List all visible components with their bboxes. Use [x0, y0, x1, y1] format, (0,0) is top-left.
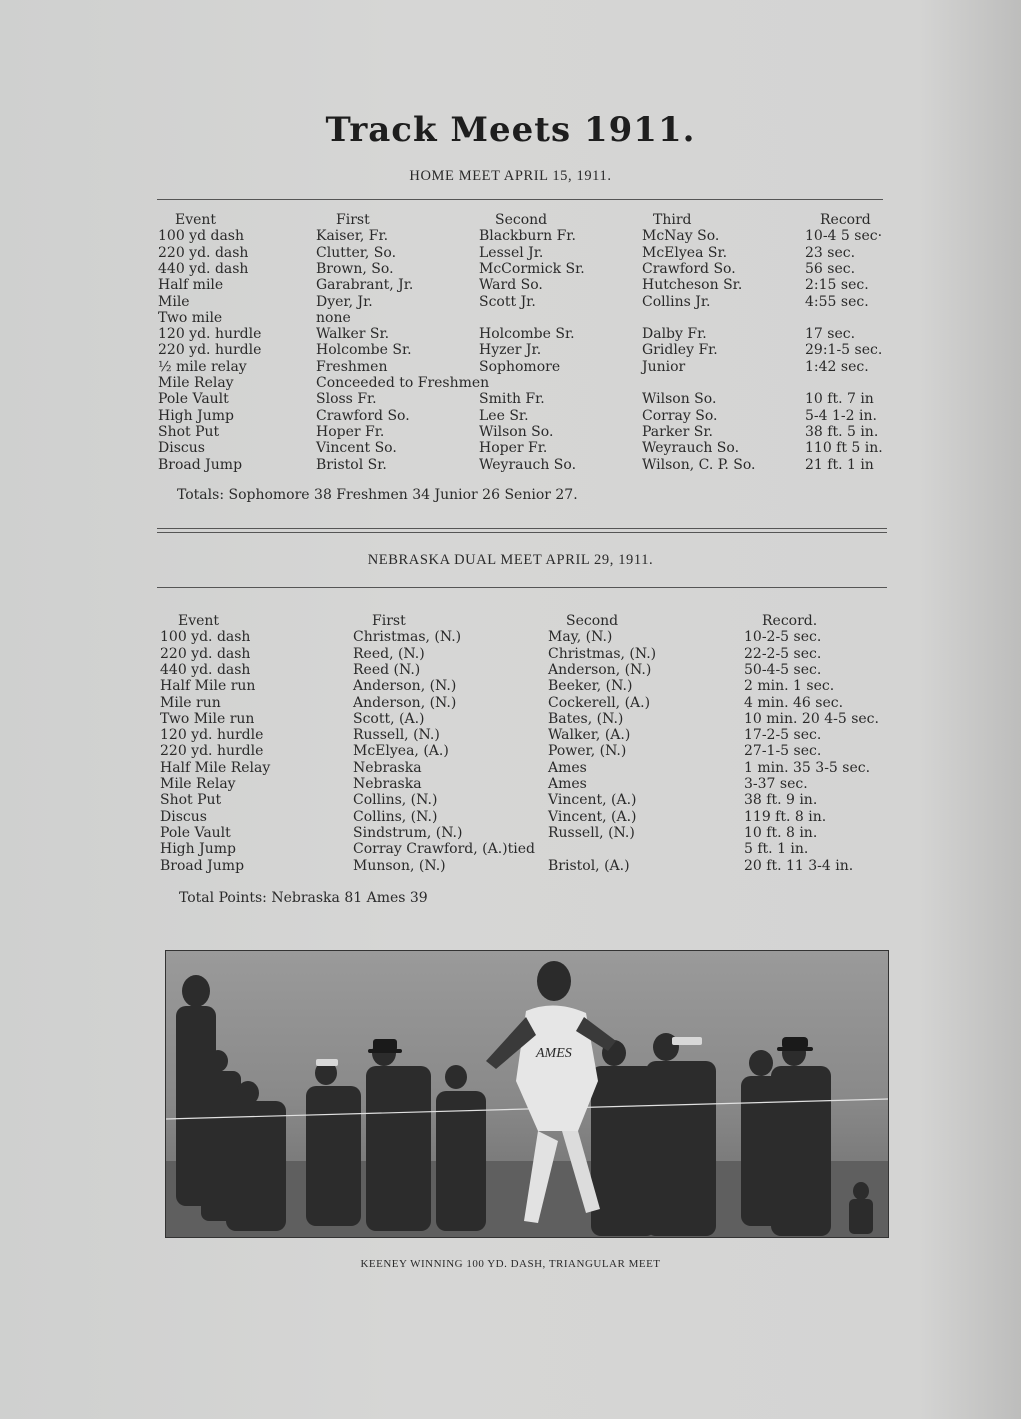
table-cell: 1:42 sec. [805, 358, 869, 375]
table-cell: McElyea, (A.) [353, 743, 449, 760]
table-cell: Broad Jump [160, 857, 245, 874]
table-cell: McNay So. [642, 228, 720, 245]
table-cell: Half Mile Relay [160, 759, 271, 776]
table-cell: Cockerell, (A.) [548, 694, 651, 711]
table-cell: 20 ft. 11 3-4 in. [744, 857, 854, 874]
table-row [0, 743, 1021, 759]
column-header: First [372, 613, 406, 629]
table-row [0, 342, 1021, 358]
table-cell: Hyzer Jr. [479, 342, 542, 359]
table-row [0, 245, 1021, 261]
table-row [0, 359, 1021, 375]
race-photo [165, 950, 889, 1238]
table-row [0, 424, 1021, 440]
table-header-row [0, 613, 1021, 629]
table-cell: Lessel Jr. [479, 244, 544, 261]
table-cell: Mile Relay [158, 375, 234, 391]
table-row [0, 310, 1021, 326]
table-cell: 27-1-5 sec. [744, 743, 822, 760]
table-cell: Walker, (A.) [548, 727, 631, 744]
table-cell: Weyrauch So. [479, 456, 577, 473]
table-cell: Bristol, (A.) [548, 857, 630, 874]
table-cell: 23 sec. [805, 244, 856, 261]
table-cell: Ames [548, 759, 587, 776]
table-cell: Crawford So. [316, 407, 410, 424]
table-cell: 220 yd. hurdle [158, 342, 262, 359]
table-cell: Power, (N.) [548, 743, 627, 760]
table-row [0, 809, 1021, 825]
table-cell: Collins Jr. [642, 293, 711, 310]
table-cell: Munson, (N.) [353, 857, 446, 874]
table-cell: Garabrant, Jr. [316, 277, 414, 294]
table-row [0, 277, 1021, 293]
table-cell: Collins, (N.) [353, 792, 438, 809]
column-header: Second [495, 212, 548, 228]
table-cell: 10-4 5 sec· [805, 228, 883, 245]
table-cell: 29:1-5 sec. [805, 342, 883, 359]
table-cell: Pole Vault [160, 824, 231, 841]
table-cell: Anderson, (N.) [353, 678, 457, 695]
table-cell: 220 yd. dash [160, 645, 251, 662]
table-row [0, 792, 1021, 808]
column-header: Record [820, 212, 871, 228]
table-row [0, 228, 1021, 244]
table-cell: Christmas, (N.) [353, 629, 462, 646]
table-row [0, 662, 1021, 678]
table-cell: Holcombe Sr. [479, 326, 575, 343]
table-cell: Collins, (N.) [353, 808, 438, 825]
table-cell: Nebraska [353, 776, 422, 792]
table-cell: Wilson So. [642, 391, 717, 408]
table-cell: Wilson, C. P. So. [642, 456, 756, 473]
table-cell: Scott Jr. [479, 293, 536, 310]
column-header: Event [178, 613, 220, 629]
column-header: First [336, 212, 370, 228]
table-cell: Mile [158, 293, 190, 310]
table-cell: Holcombe Sr. [316, 342, 412, 359]
table-cell: 110 ft 5 in. [805, 440, 883, 457]
table-cell: Mile run [160, 694, 221, 711]
table-cell: none [316, 309, 351, 326]
table-cell: Vincent, (A.) [548, 792, 637, 809]
table-cell: 220 yd. dash [158, 244, 249, 261]
table-row [0, 825, 1021, 841]
table-cell: Freshmen [316, 358, 388, 375]
table-row [0, 391, 1021, 407]
table-cell: Sindstrum, (N.) [353, 824, 463, 841]
table-cell: Weyrauch So. [642, 440, 740, 457]
table-row [0, 261, 1021, 277]
nebraska-meet-heading: NEBRASKA DUAL MEET APRIL 29, 1911. [367, 552, 654, 568]
table-cell: 10 ft. 7 in [805, 391, 874, 408]
table-cell: Hoper Fr. [316, 423, 385, 440]
table-row [0, 326, 1021, 342]
table-cell: Vincent So. [316, 440, 397, 457]
column-header: Second [566, 613, 619, 629]
table-cell: Conceeded to Freshmen [316, 375, 490, 391]
table-cell: 10 min. 20 4-5 sec. [744, 710, 879, 727]
table-cell: Crawford So. [642, 260, 736, 277]
section-divider [157, 528, 887, 533]
table-cell: Nebraska [353, 759, 422, 776]
home-meet-heading: HOME MEET APRIL 15, 1911. [409, 168, 612, 184]
table-cell: Anderson, (N.) [548, 661, 652, 678]
table-row [0, 408, 1021, 424]
table-cell: 50-4-5 sec. [744, 661, 822, 678]
table-cell: 440 yd. dash [160, 661, 251, 678]
table-cell: Half mile [158, 277, 224, 294]
table-cell: Russell, (N.) [548, 824, 635, 841]
table-cell: Corray So. [642, 407, 718, 424]
table-cell: Sloss Fr. [316, 391, 377, 408]
table-cell: 120 yd. hurdle [160, 727, 264, 744]
table-cell: 440 yd. dash [158, 260, 249, 277]
nebraska-meet-top-rule [157, 587, 887, 588]
table-row [0, 678, 1021, 694]
table-cell: High Jump [160, 841, 236, 858]
table-cell: 5 ft. 1 in. [744, 841, 809, 858]
photo-caption: KEENEY WINNING 100 YD. DASH, TRIANGULAR MEET [360, 1258, 661, 1270]
table-cell: Shot Put [158, 423, 220, 440]
table-cell: Ward So. [479, 277, 543, 294]
table-cell: ½ mile relay [158, 358, 247, 375]
table-cell: 38 ft. 5 in. [805, 423, 879, 440]
table-cell: Brown, So. [316, 260, 394, 277]
table-cell: 21 ft. 1 in [805, 456, 874, 473]
table-cell: Anderson, (N.) [353, 694, 457, 711]
race-photo-image [166, 951, 888, 1237]
table-row [0, 727, 1021, 743]
table-cell: 4 min. 46 sec. [744, 694, 844, 711]
table-row [0, 841, 1021, 857]
table-cell: Russell, (N.) [353, 727, 440, 744]
table-cell: Christmas, (N.) [548, 645, 657, 662]
table-cell: 220 yd. hurdle [160, 743, 264, 760]
table-cell: Wilson So. [479, 423, 554, 440]
table-cell: Ames [548, 776, 587, 792]
table-cell: Sophomore [479, 358, 561, 375]
table-cell: Vincent, (A.) [548, 808, 637, 825]
table-cell: McElyea Sr. [642, 244, 728, 261]
table-row [0, 457, 1021, 473]
table-row [0, 294, 1021, 310]
table-cell: 2 min. 1 sec. [744, 678, 835, 695]
table-cell: 2:15 sec. [805, 277, 869, 294]
table-cell: Lee Sr. [479, 407, 529, 424]
table-cell: Dalby Fr. [642, 326, 707, 343]
column-header: Event [175, 212, 217, 228]
table-row [0, 440, 1021, 456]
table-cell: 100 yd dash [158, 228, 245, 245]
table-cell: Discus [160, 808, 207, 825]
table-cell: Reed, (N.) [353, 645, 425, 662]
table-cell: Bates, (N.) [548, 710, 624, 727]
table-cell: Parker Sr. [642, 423, 713, 440]
table-cell: Mile Relay [160, 776, 236, 792]
table-cell: Hutcheson Sr. [642, 277, 743, 294]
table-cell: Kaiser, Fr. [316, 228, 389, 245]
table-cell: Half Mile run [160, 678, 256, 695]
table-cell: 22-2-5 sec. [744, 645, 822, 662]
table-cell: Junior [642, 358, 686, 375]
table-row [0, 375, 1021, 391]
home-meet-totals: Totals: Sophomore 38 Freshmen 34 Junior 26 Senior 27. [177, 487, 578, 503]
table-cell: May, (N.) [548, 629, 613, 646]
table-row [0, 711, 1021, 727]
table-cell: Hoper Fr. [479, 440, 548, 457]
table-cell: 10-2-5 sec. [744, 629, 822, 646]
table-cell: Shot Put [160, 792, 222, 809]
page-title: Track Meets 1911. [325, 110, 696, 150]
table-row [0, 646, 1021, 662]
table-cell: 119 ft. 8 in. [744, 808, 827, 825]
table-cell: Beeker, (N.) [548, 678, 633, 695]
table-cell: Bristol Sr. [316, 456, 387, 473]
table-cell: Walker Sr. [316, 326, 390, 343]
table-cell: 3-37 sec. [744, 776, 808, 792]
table-cell: 120 yd. hurdle [158, 326, 262, 343]
table-cell: 10 ft. 8 in. [744, 824, 818, 841]
table-cell: Scott, (A.) [353, 710, 425, 727]
table-cell: McCormick Sr. [479, 260, 585, 277]
table-cell: Discus [158, 440, 205, 457]
table-cell: Smith Fr. [479, 391, 545, 408]
table-cell: Blackburn Fr. [479, 228, 576, 245]
table-row [0, 629, 1021, 645]
table-row [0, 760, 1021, 776]
table-cell: Two Mile run [160, 710, 255, 727]
table-cell: 17 sec. [805, 326, 856, 343]
table-cell: Broad Jump [158, 456, 243, 473]
table-cell: Pole Vault [158, 391, 229, 408]
table-row [0, 695, 1021, 711]
runner-jersey-text: AMES [536, 1046, 572, 1061]
table-cell: High Jump [158, 407, 234, 424]
table-cell: 17-2-5 sec. [744, 727, 822, 744]
table-cell: 38 ft. 9 in. [744, 792, 818, 809]
table-cell: Gridley Fr. [642, 342, 718, 359]
table-cell: Two mile [158, 309, 223, 326]
column-header: Record. [762, 613, 818, 629]
table-header-row [0, 212, 1021, 228]
column-header: Third [653, 212, 692, 228]
nebraska-meet-totals: Total Points: Nebraska 81 Ames 39 [179, 890, 428, 906]
table-cell: Dyer, Jr. [316, 293, 373, 310]
table-cell: Clutter, So. [316, 244, 397, 261]
table-cell: Reed (N.) [353, 661, 421, 678]
table-cell: 56 sec. [805, 260, 856, 277]
table-cell: 5-4 1-2 in. [805, 407, 877, 424]
table-cell: 100 yd. dash [160, 629, 251, 646]
table-cell: 1 min. 35 3-5 sec. [744, 759, 871, 776]
table-cell: Corray Crawford, (A.)tied [353, 841, 535, 858]
table-row [0, 776, 1021, 792]
home-meet-top-rule [157, 199, 883, 200]
table-cell: 4:55 sec. [805, 293, 869, 310]
table-row [0, 858, 1021, 874]
